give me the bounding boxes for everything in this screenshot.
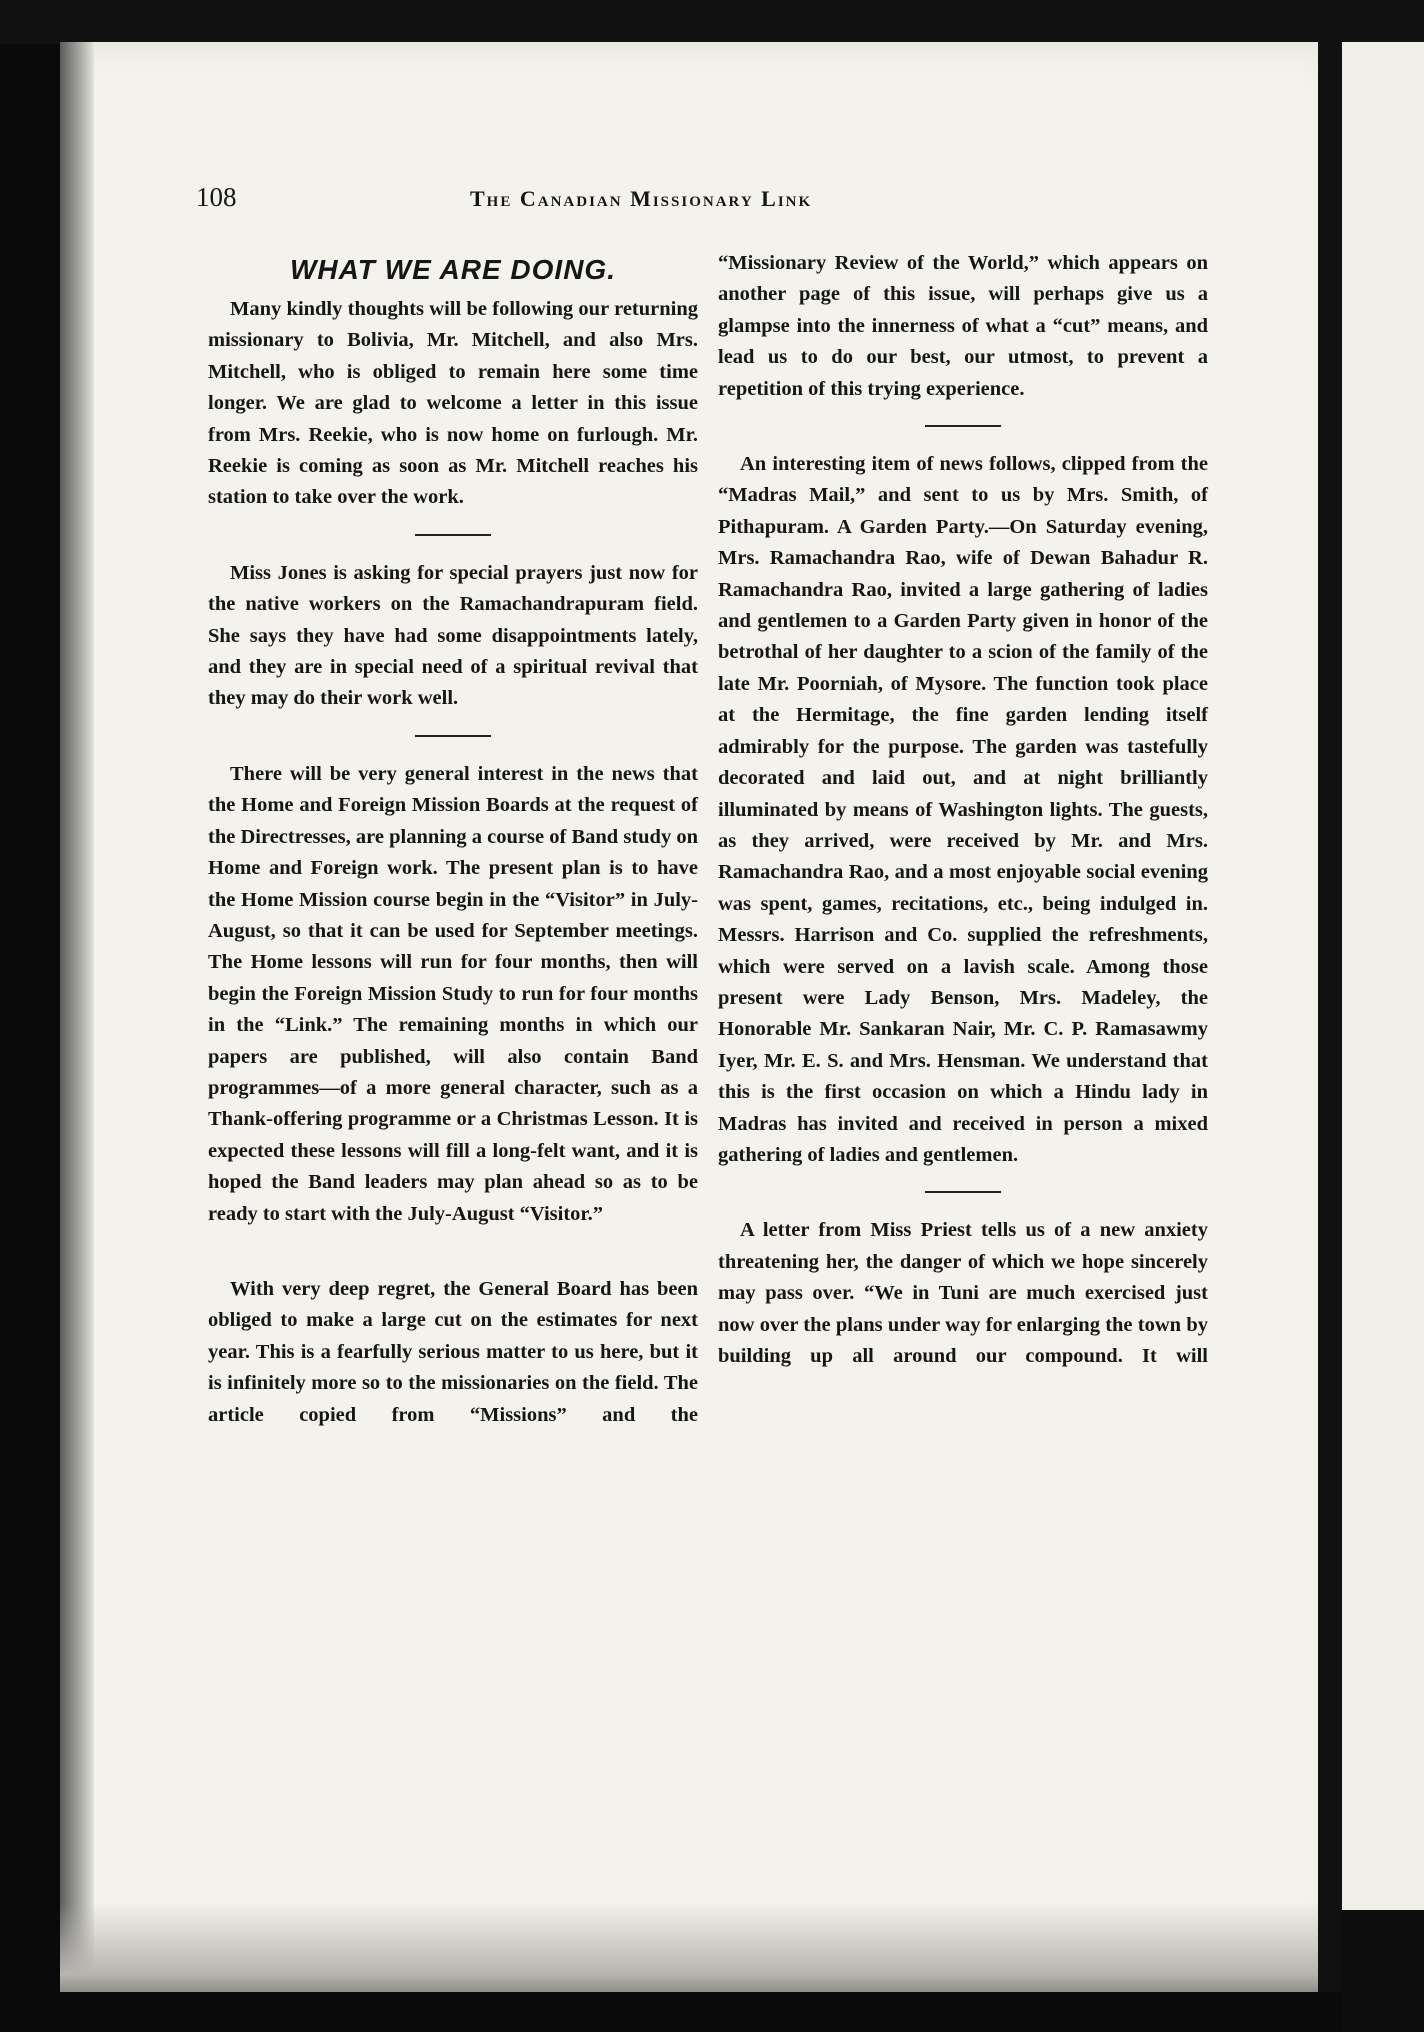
scan-top-edge (0, 0, 1424, 44)
binding-edge (1318, 42, 1342, 1992)
section-divider (415, 735, 491, 737)
facing-page-edge (1342, 42, 1424, 1992)
section-divider (925, 425, 1001, 427)
paragraph-band-study: There will be very general interest in the news that the Home and Foreign Mission Boards at the request of the Directresses, are planning a course of Band study on Home and Foreign work. The present plan is to have the Home Mission course begin in the “Visitor” in July-August, so that it can be used for September meetings. The Home lessons will run for four months, then will begin the Foreign Mission Study to run for four months in the “Link.” The remaining months in which our papers are published, will also contain Band programmes—of a more general character, such as a Thank-offering programme or a Christmas Lesson. It is expected these lessons will fill a long-felt want, and it is hoped the Band leaders may plan ahead so as to be ready to start with the July-August “Visitor.” (208, 762, 698, 1225)
left-column (208, 248, 698, 1431)
paragraph-garden-party: An interesting item of news follows, clipped from the “Madras Mail,” and sent to us by Mrs. Smith, of Pithapuram. A Garden Party.—On Saturday evening, Mrs. Ramachandra Rao, wife of Dewan Bahadur R. Ramachandra Rao, invited a large gathering of ladies and gentlemen to a Garden Party given in honor of the betrothal of her daughter to a scion of the family of the late Mr. Poorniah, of Mysore. The function took place at the Hermitage, the fine garden lending itself admirably for the purpose. The garden was tastefully decorated and laid out, and at night brilliantly illuminated by means of Washington lights. The guests, as they arrived, were received by Mr. and Mrs. Ramachandra Rao, and a most enjoyable social evening was spent, games, recitations, etc., being indulged in. Messrs. Harrison and Co. supplied the refreshments, which were served on a lavish scale. Among those present were Lady Benson, Mrs. Madeley, the Honorable Mr. Sankaran Nair, Mr. C. P. Ramasawmy Iyer, Mr. E. S. and Mrs. Hensman. We understand that this is the first occasion on which a Hindu lady in Madras has invited and received in person a mixed gathering of ladies and gentlemen. (718, 453, 1208, 1166)
gutter-shadow (60, 42, 94, 1992)
bottom-scan-smudge (60, 1902, 1340, 1992)
running-title: The Canadian Missionary Link (470, 186, 813, 211)
paragraph-miss-jones: Miss Jones is asking for special prayers just now for the native workers on the Ramachandrapuram field. She says they have had some disappointments lately, and they are in special need of a spiritual revival that they may do their work well. (208, 561, 698, 710)
scan-corner (1342, 1910, 1424, 2032)
paragraph-budget-cut: With very deep regret, the General Board has been obliged to make a large cut on the estimates for next year. This is a fearfully serious matter to us here, but it is infinitely more so to the missionaries on the field. The article copied from “Missions” and the (208, 1277, 698, 1426)
right-column (718, 248, 1208, 1372)
page-number: 108 (196, 182, 237, 212)
section-heading: WHAT WE ARE DOING. (290, 254, 616, 285)
section-divider (415, 534, 491, 536)
paragraph-miss-priest: A letter from Miss Priest tells us of a new anxiety threatening her, the danger of which we hope sincerely may pass over. “We in Tuni are much exercised just now over the plans under way for enlarging the town by building up all around our compound. It will (718, 1219, 1208, 1367)
paragraph-mitchell: Many kindly thoughts will be following our returning missionary to Bolivia, Mr. Mitchell, and also Mrs. Mitchell, who is obliged to remain here some time longer. We are glad to welcome a letter in this issue from Mrs. Reekie, who is now home on furlough. Mr. Reekie is coming as soon as Mr. Mitchell reaches his station to take over the work. (208, 298, 698, 509)
paragraph-review-continued: “Missionary Review of the World,” which appears on another page of this issue, will perhaps give us a glampse into the innerness of what a “cut” means, and lead us to do our best, our utmost, to prevent a repetition of this trying experience. (718, 252, 1208, 400)
section-divider (925, 1191, 1001, 1193)
section-gap (415, 1250, 491, 1252)
